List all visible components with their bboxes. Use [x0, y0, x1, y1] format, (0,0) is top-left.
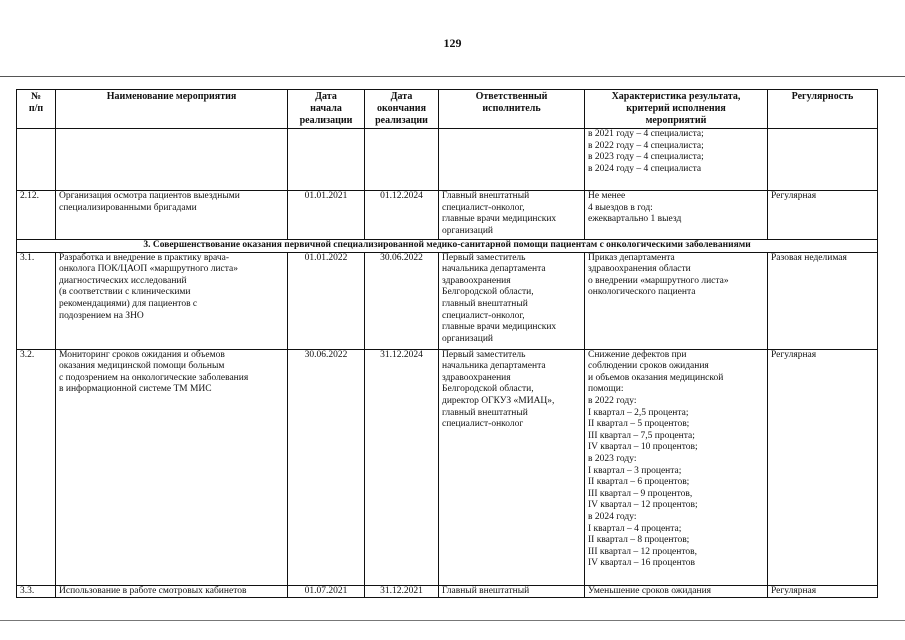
header-num: № п/п — [17, 90, 56, 129]
activities-table — [16, 89, 878, 598]
cell-result: в 2021 году – 4 специалиста; в 2022 году – 4 специалиста; в 2023 году – 4 специалиста; в 2024 году – 4 специалиста — [585, 129, 768, 191]
cell-end-date: 30.06.2022 — [365, 252, 439, 349]
cell-name: Организация осмотра пациентов выездными специализированными бригадами — [56, 191, 288, 240]
table-row — [17, 585, 878, 598]
table-row — [17, 349, 878, 585]
cell-regularity: Разовая неделимая — [768, 252, 878, 349]
cell-result: Приказ департамента здравоохранения области о внедрении «маршрутного листа» онкологического пациента — [585, 252, 768, 349]
cell-executor: Первый заместитель начальника департамента здравоохранения Белгородской области, главный внештатный специалист-онколог, главные врачи медицинских организаций — [439, 252, 585, 349]
cell-start-date: 01.07.2021 — [288, 585, 365, 598]
cell-executor: Главный внештатный специалист-онколог, главные врачи медицинских организаций — [439, 191, 585, 240]
table-row — [17, 129, 878, 191]
header-start-date: Дата начала реализации — [288, 90, 365, 129]
cell-executor: Первый заместитель начальника департамента здравоохранения Белгородской области, директор ОГКУЗ «МИАЦ», главный внештатный специалист-онколог — [439, 349, 585, 585]
section-heading: 3. Совершенствование оказания первичной специализированной медико-санитарной помощи пациентам с онкологическими заболеваниями — [17, 240, 878, 253]
cell-end-date: 31.12.2021 — [365, 585, 439, 598]
cell-regularity: Регулярная — [768, 585, 878, 598]
table-row — [17, 191, 878, 240]
header-result: Характеристика результата, критерий исполнения мероприятий — [585, 90, 768, 129]
cell-start-date: 30.06.2022 — [288, 349, 365, 585]
cell-name — [56, 129, 288, 191]
cell-executor: Главный внештатный — [439, 585, 585, 598]
cell-regularity: Регулярная — [768, 191, 878, 240]
cell-num — [17, 129, 56, 191]
cell-result: Уменьшение сроков ожидания — [585, 585, 768, 598]
cell-name: Использование в работе смотровых кабинетов — [56, 585, 288, 598]
cell-num: 2.12. — [17, 191, 56, 240]
header-end-date: Дата окончания реализации — [365, 90, 439, 129]
cell-num: 3.2. — [17, 349, 56, 585]
header-row — [17, 90, 878, 129]
cell-start-date — [288, 129, 365, 191]
header-name: Наименование мероприятия — [56, 90, 288, 129]
section-row — [17, 240, 878, 253]
cell-regularity — [768, 129, 878, 191]
cell-name: Мониторинг сроков ожидания и объемов оказания медицинской помощи больным с подозрением на онкологические заболевания в информационной системе ТМ МИС — [56, 349, 288, 585]
cell-end-date: 01.12.2024 — [365, 191, 439, 240]
table-row — [17, 252, 878, 349]
cell-end-date — [365, 129, 439, 191]
page-number: 129 — [443, 36, 462, 50]
cell-start-date: 01.01.2022 — [288, 252, 365, 349]
header-executor: Ответственный исполнитель — [439, 90, 585, 129]
top-rule — [0, 76, 905, 77]
page-bottom-line — [0, 620, 905, 621]
cell-result: Снижение дефектов при соблюдении сроков ожидания и объемов оказания медицинской помощи: в 2022 году: I квартал – 2,5 процента; II квартал – 5 процентов; III квартал – 7,5 процента; IV квартал – 10 процентов; в 2023 году: I квартал – 3 процента; II квартал – 6 процентов; III квартал – 9 процентов, IV квартал – 12 процентов; в 2024 году: I квартал – 4 процента; II квартал – 8 процентов; III квартал – 12 процентов, IV квартал – 16 процентов — [585, 349, 768, 585]
cell-executor — [439, 129, 585, 191]
cell-regularity: Регулярная — [768, 349, 878, 585]
cell-start-date: 01.01.2021 — [288, 191, 365, 240]
cell-end-date: 31.12.2024 — [365, 349, 439, 585]
header-regularity: Регулярность — [768, 90, 878, 129]
cell-num: 3.1. — [17, 252, 56, 349]
cell-num: 3.3. — [17, 585, 56, 598]
cell-name: Разработка и внедрение в практику врача- онколога ПОК/ЦАОП «маршрутного листа» диагностических исследований (в соответствии с клиническими рекомендациями) для пациентов с подозрением на ЗНО — [56, 252, 288, 349]
cell-result: Не менее 4 выездов в год: ежеквартально 1 выезд — [585, 191, 768, 240]
